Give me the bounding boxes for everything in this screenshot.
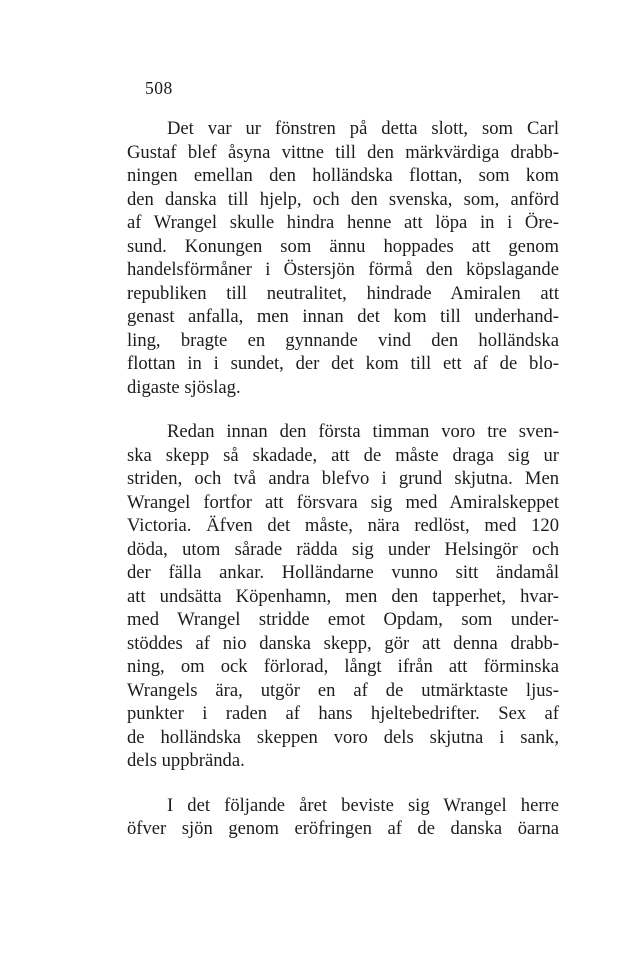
text-line: handelsförmåner i Östersjön förmå den köpslagande [127,259,559,280]
text-line: stöddes af nio danska skepp, gör att denna drabb- [127,632,559,654]
text-line: ska skepp så skadade, att de måste draga sig ur [127,444,559,466]
text-line: republiken till neutralitet, hindrade Amiralen att [127,282,559,304]
text-line: med Wrangel stridde emot Opdam, som under- [127,609,559,630]
text-line: Wrangel fortfor att försvara sig med Amiralskeppet [127,491,559,513]
text-line: de holländska skeppen voro dels skjutna i sank, [127,726,559,748]
paragraph-2 [127,420,559,773]
text-line: punkter i raden af hans hjeltebedrifter. Sex af [127,703,559,724]
text-line: flottan in i sundet, der det kom till ett af de blo- [127,353,559,374]
text-line: ning, om ock förlorad, långt ifrån att förminska [127,656,559,677]
text-line: Det var ur fönstren på detta slott, som Carl [167,118,559,139]
paragraph-1 [127,117,559,399]
text-line: att undsätta Köpenhamn, men den tapperhet, hvar- [127,585,559,607]
body-text [127,117,559,841]
text-line: genast anfalla, men innan det kom till underhand- [127,306,559,327]
text-line: I det följande året beviste sig Wrangel herre [167,794,559,816]
text-line: Redan innan den första timman voro tre sven- [167,421,559,442]
text-line: digaste sjöslag. [127,376,241,398]
text-line: Wrangels ära, utgör en af de utmärktaste ljus- [127,679,559,701]
text-line: sund. Konungen som ännu hoppades att genom [127,235,559,257]
text-line: ling, bragte en gynnande vind den holländska [127,329,559,351]
text-line: ningen emellan den holländska flottan, som kom [127,165,559,186]
paragraph-3 [127,794,559,841]
text-line: striden, och två andra blefvo i grund skjutna. Men [127,468,559,489]
text-line: Gustaf blef åsyna vittne till den märkvärdiga drabb- [127,141,559,163]
text-line: Victoria. Äfven det måste, nära redlöst, med 120 [127,515,559,536]
page-number: 508 [145,78,173,98]
text-line: af Wrangel skulle hindra henne att löpa in i Öre- [127,212,559,233]
text-line: dels uppbrända. [127,750,245,771]
text-line: den danska till hjelp, och den svenska, som, anförd [127,188,559,210]
text-line: döda, utom sårade rädda sig under Helsingör och [127,538,559,560]
text-line: öfver sjön genom eröfringen af de danska öarna [127,818,559,839]
text-line: der fälla ankar. Holländarne vunno sitt ändamål [127,562,559,583]
